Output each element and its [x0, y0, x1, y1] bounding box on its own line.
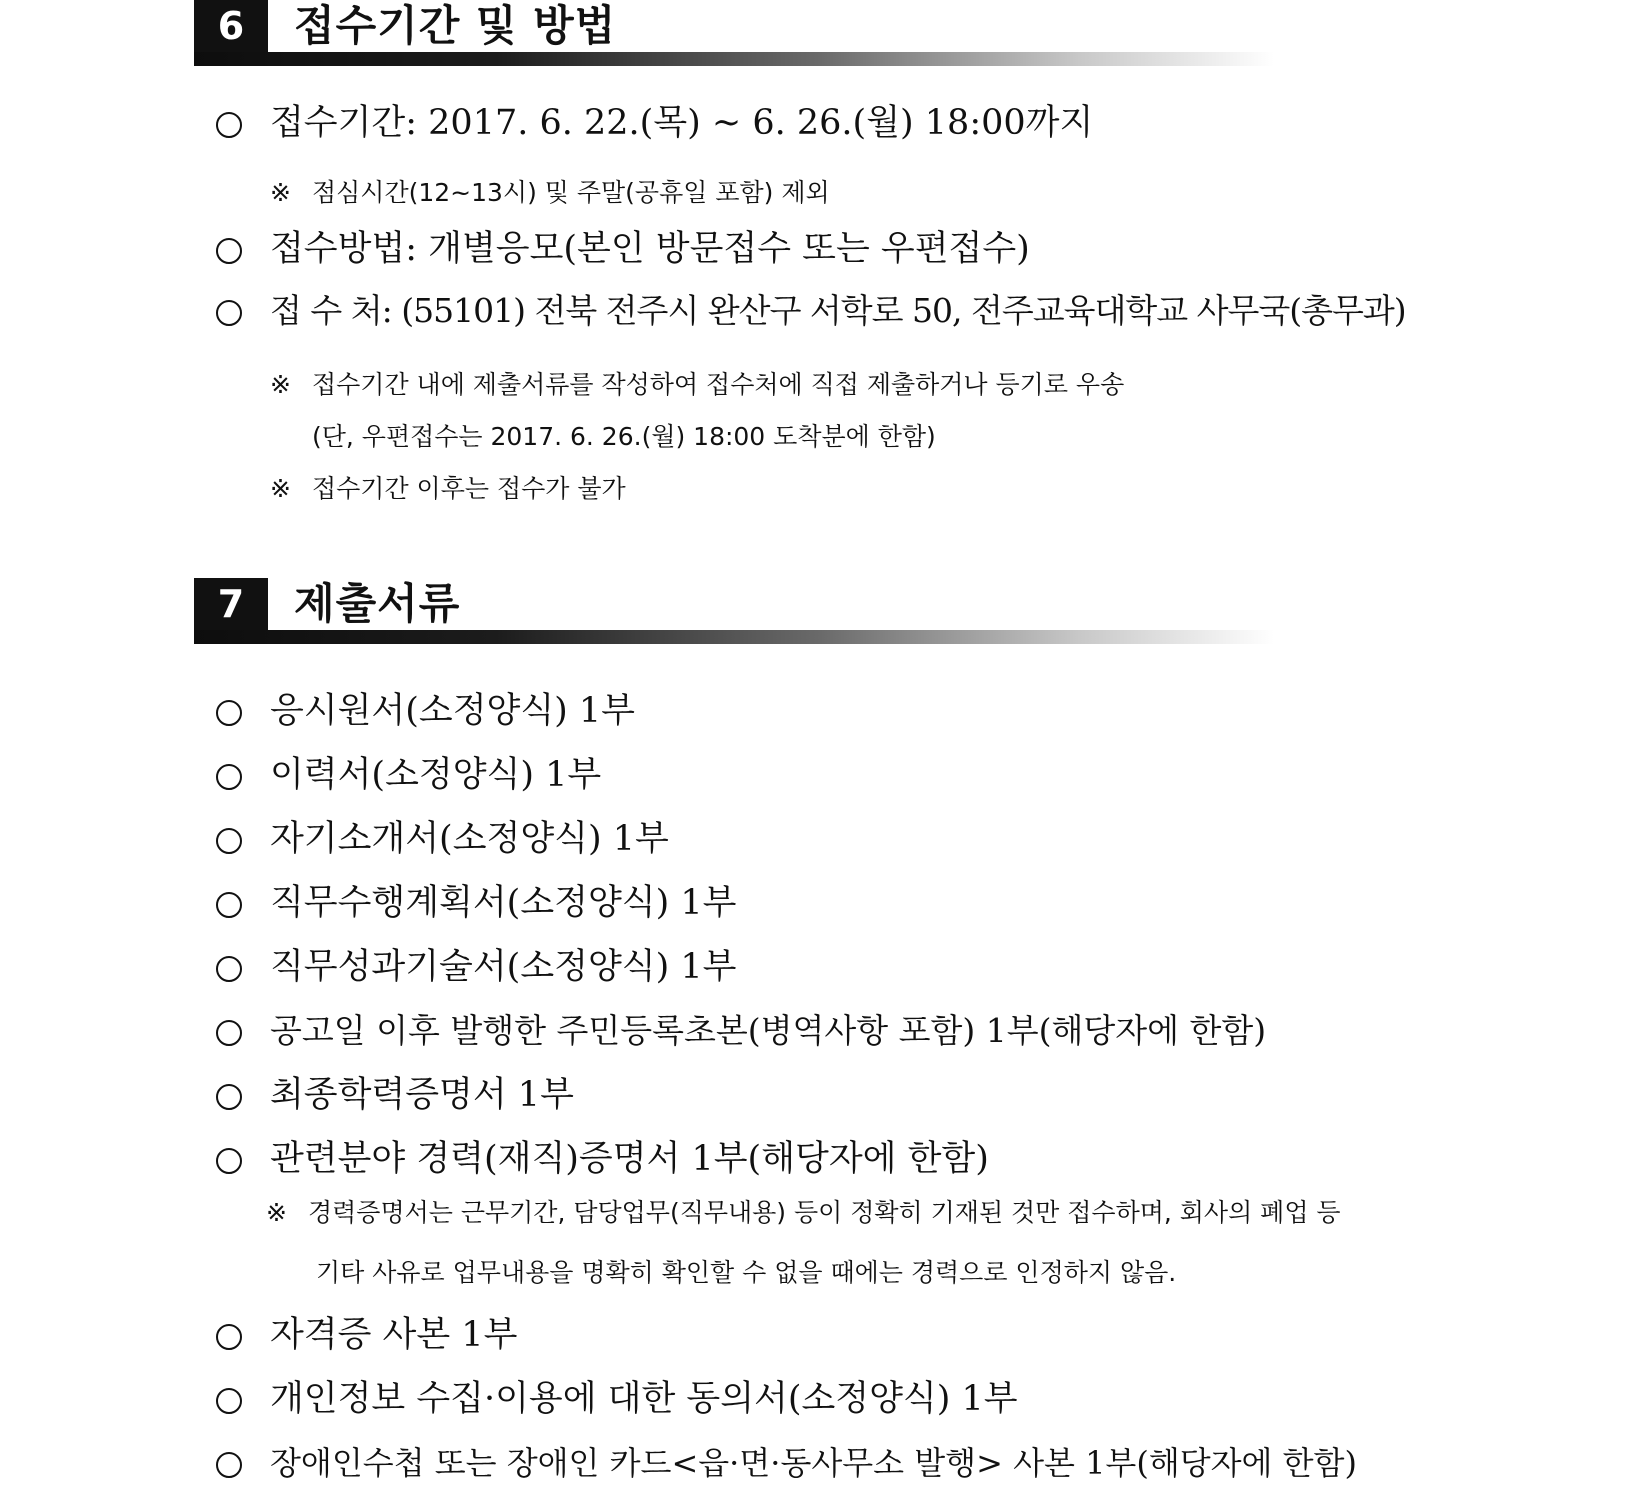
- circle-bullet-icon: [216, 1452, 242, 1478]
- reference-mark-icon: ※: [270, 370, 291, 399]
- note-text: 점심시간(12~13시) 및 주말(공휴일 포함) 제외: [312, 178, 830, 207]
- circle-bullet-icon: [216, 764, 242, 790]
- item-text: 장애인수첩 또는 장애인 카드<읍·면·동사무소 발행> 사본 1부(해당자에 한함): [270, 1444, 1357, 1482]
- circle-bullet-icon: [216, 1324, 242, 1350]
- item-text: 접 수 처: (55101) 전북 전주시 완산구 서학로 50, 전주교육대학교 사무국(총무과): [270, 291, 1406, 330]
- section-number: 6: [194, 0, 268, 52]
- circle-bullet-icon: [216, 1148, 242, 1174]
- reference-mark-icon: ※: [270, 178, 291, 207]
- circle-bullet-icon: [216, 300, 242, 326]
- circle-bullet-icon: [216, 1388, 242, 1414]
- item-text: 이력서(소정양식) 1부: [270, 755, 602, 795]
- note-text: 접수기간 내에 제출서류를 작성하여 접수처에 직접 제출하거나 등기로 우송: [312, 370, 1125, 399]
- circle-bullet-icon: [216, 238, 242, 264]
- circle-bullet-icon: [216, 1020, 242, 1046]
- item-text: 관련분야 경력(재직)증명서 1부(해당자에 한함): [270, 1139, 989, 1179]
- circle-bullet-icon: [216, 956, 242, 982]
- section-title: 제출서류: [294, 579, 461, 628]
- item-text: 자기소개서(소정양식) 1부: [270, 819, 669, 859]
- item-text: 응시원서(소정양식) 1부: [270, 691, 635, 731]
- item-text: 최종학력증명서 1부: [270, 1075, 574, 1115]
- note-continuation: 기타 사유로 업무내용을 명확히 확인할 수 없을 때에는 경력으로 인정하지 않음.: [316, 1258, 1177, 1287]
- item-text: 직무수행계획서(소정양식) 1부: [270, 883, 737, 923]
- note-text: 접수기간 이후는 접수가 불가: [312, 474, 626, 503]
- section-divider: [194, 630, 1274, 644]
- circle-bullet-icon: [216, 700, 242, 726]
- item-text: 자격증 사본 1부: [270, 1315, 518, 1355]
- circle-bullet-icon: [216, 892, 242, 918]
- note-text: 경력증명서는 근무기간, 담당업무(직무내용) 등이 정확히 기재된 것만 접수하며, 회사의 폐업 등: [308, 1198, 1341, 1227]
- item-text: 공고일 이후 발행한 주민등록초본(병역사항 포함) 1부(해당자에 한함): [270, 1011, 1267, 1050]
- reference-mark-icon: ※: [266, 1198, 287, 1227]
- item-text: 접수기간: 2017. 6. 22.(목) ~ 6. 26.(월) 18:00까지: [270, 103, 1094, 143]
- item-text: 직무성과기술서(소정양식) 1부: [270, 947, 737, 987]
- note-continuation: (단, 우편접수는 2017. 6. 26.(월) 18:00 도착분에 한함): [312, 422, 936, 451]
- reference-mark-icon: ※: [270, 474, 291, 503]
- item-text: 접수방법: 개별응모(본인 방문접수 또는 우편접수): [270, 229, 1030, 269]
- circle-bullet-icon: [216, 1084, 242, 1110]
- circle-bullet-icon: [216, 828, 242, 854]
- section-divider: [194, 52, 1274, 66]
- section-title: 접수기간 및 방법: [294, 1, 617, 50]
- circle-bullet-icon: [216, 112, 242, 138]
- item-text: 개인정보 수집·이용에 대한 동의서(소정양식) 1부: [270, 1379, 1018, 1419]
- section-number: 7: [194, 578, 268, 630]
